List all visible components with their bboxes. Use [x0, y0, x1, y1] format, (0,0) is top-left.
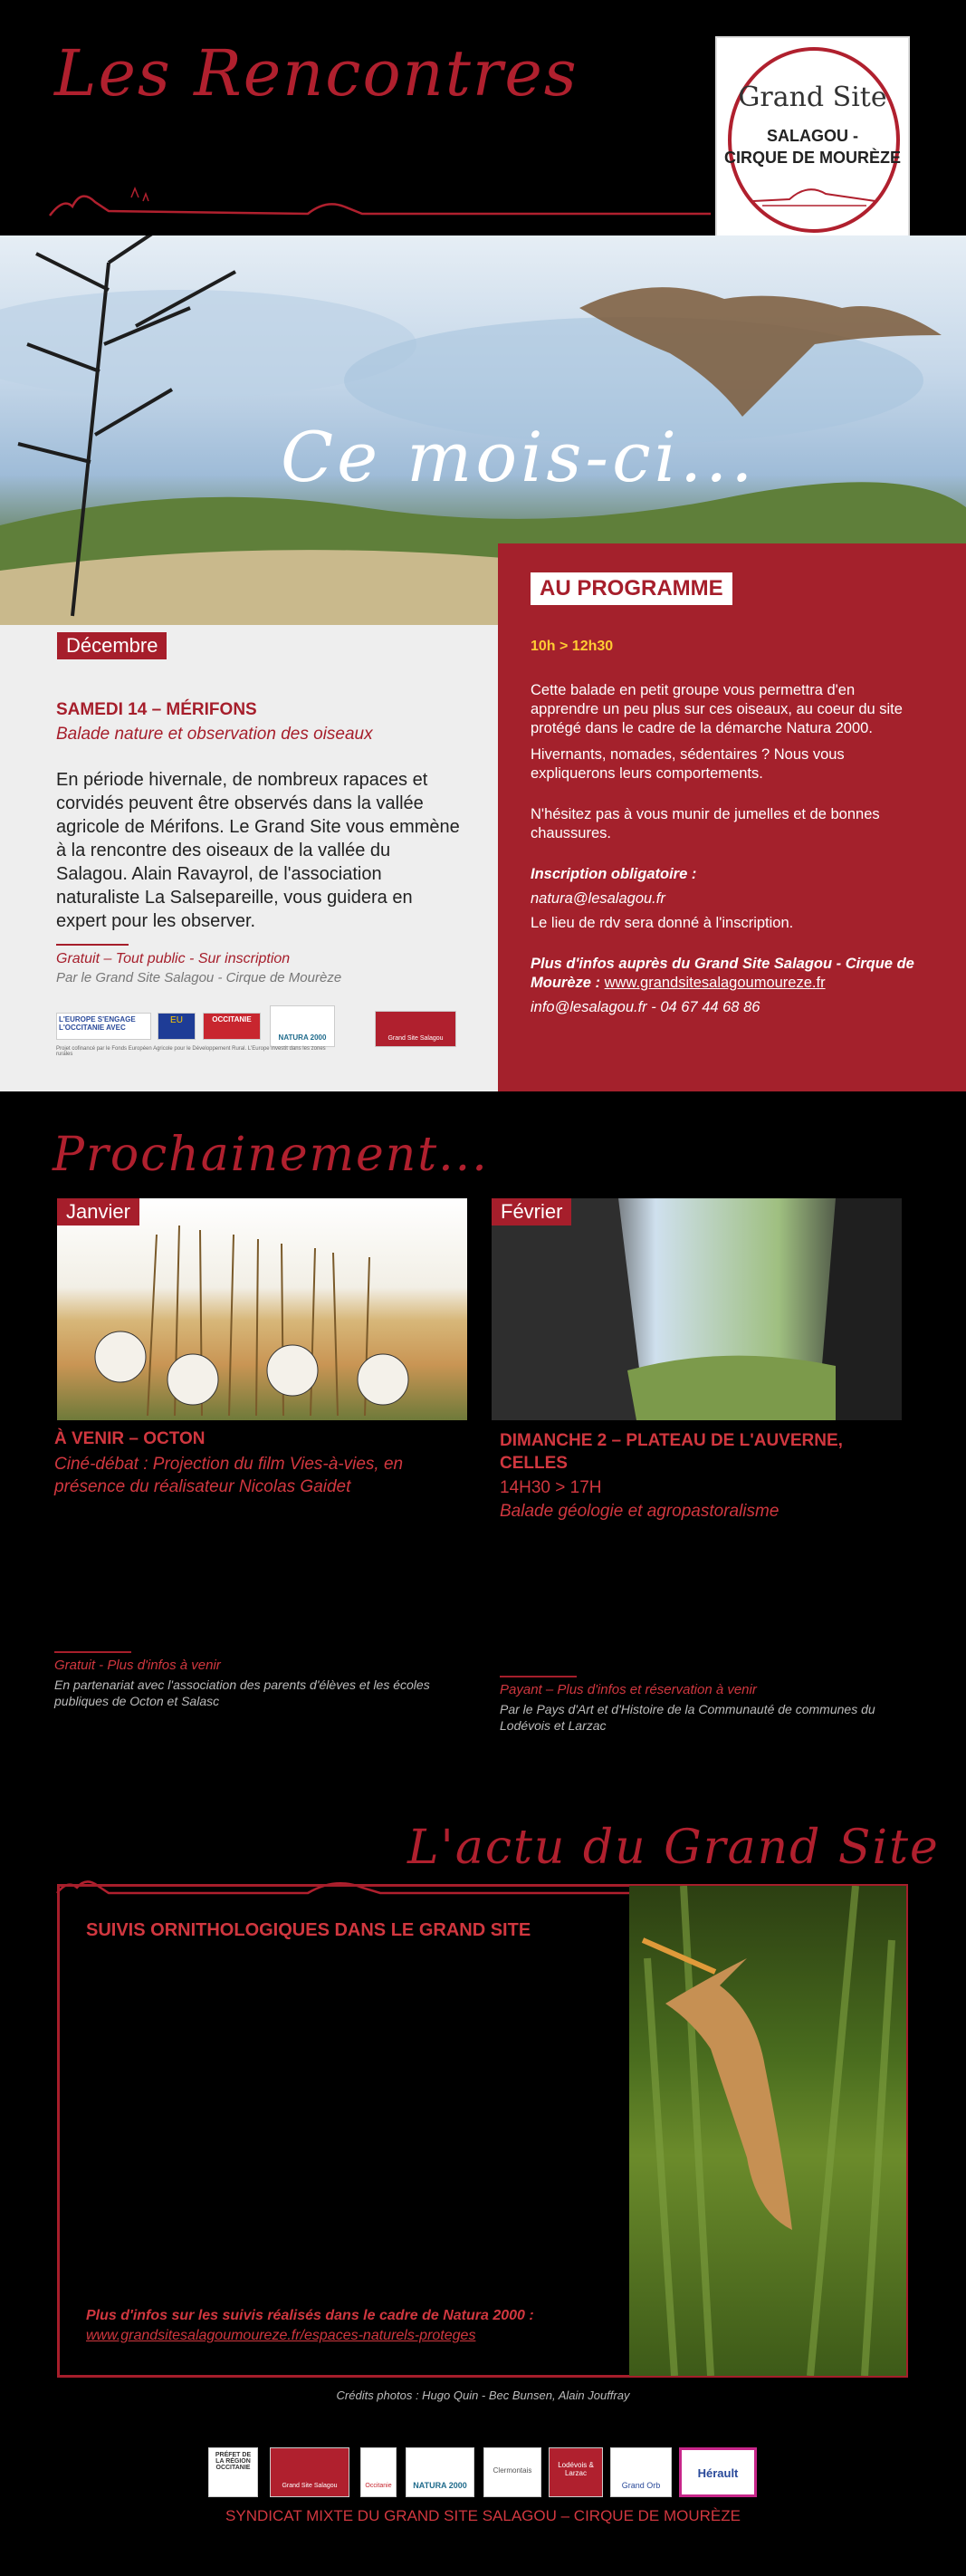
plateau-drawing	[492, 1198, 902, 1420]
programme-text	[531, 681, 920, 1024]
grand-site-footer-logo: Grand Site Salagou	[270, 2447, 349, 2497]
next-section-title: Prochainement...	[53, 1128, 489, 1182]
february-event-title: DIMANCHE 2 – PLATEAU DE L'AUVERNE, CELLES	[500, 1431, 843, 1473]
february-pricing: Payant – Plus d'infos et réservation à venir	[500, 1682, 757, 1697]
more-info-link[interactable]: www.grandsitesalagoumoureze.fr	[604, 975, 826, 991]
footer-text: SYNDICAT MIXTE DU GRAND SITE SALAGOU – CIRQUE DE MOURÈZE	[225, 2507, 741, 2524]
actu-title: L'actu du Grand Site	[407, 1821, 940, 1875]
grand-site-logo	[715, 36, 910, 245]
month-tag-january: Janvier	[57, 1198, 139, 1226]
divider	[54, 1651, 131, 1653]
header-title: Les Rencontres	[54, 36, 579, 111]
january-event-title: À VENIR – OCTON	[54, 1429, 206, 1448]
programme-paragraph-2: Hivernants, nomades, sédentaires ? Nous vous expliquerons leurs comportements.	[531, 746, 845, 782]
hero-text: Ce mois-ci...	[281, 417, 757, 497]
natura-2000-footer-logo: NATURA 2000	[406, 2447, 474, 2497]
december-event-subtitle: Balade nature et observation des oiseaux	[56, 725, 373, 744]
prefet-logo: PRÉFET DE LA RÉGION OCCITANIE	[208, 2447, 258, 2497]
contact-info[interactable]: info@lesalagou.fr - 04 67 44 68 86	[531, 999, 760, 1015]
natura-2000-logo: NATURA 2000	[270, 1005, 335, 1047]
europe-occitanie-logo: L'EUROPE S'ENGAGE L'OCCITANIE AVEC	[56, 1013, 151, 1040]
january-event-subtitle: Ciné-débat : Projection du film Vies-à-vies, en présence du réalisateur Nicolas Gaidet	[54, 1455, 404, 1496]
logo-text-moureze: CIRQUE DE MOURÈZE	[723, 149, 901, 167]
eu-flag-logo: EU	[158, 1013, 196, 1040]
occitanie-logo: OCCITANIE	[203, 1013, 261, 1040]
logo-text-salagou: SALAGOU -	[767, 127, 858, 145]
inscription-label: Inscription obligatoire :	[531, 866, 697, 882]
programme-label: AU PROGRAMME	[531, 572, 732, 605]
january-pricing: Gratuit - Plus d'infos à venir	[54, 1658, 221, 1673]
heron-illustration	[629, 1886, 906, 2376]
actu-more-link[interactable]: www.grandsitesalagoumoureze.fr/espaces-naturels-proteges	[86, 2328, 476, 2343]
actu-heading: SUIVIS ORNITHOLOGIQUES DANS LE GRAND SITE	[86, 1920, 531, 1940]
january-illustration	[57, 1198, 467, 1420]
inscription-email[interactable]: natura@lesalagou.fr	[531, 890, 665, 907]
divider	[56, 944, 129, 946]
grand-site-small-logo: Grand Site Salagou	[375, 1011, 456, 1047]
february-illustration	[492, 1198, 902, 1420]
december-organizer: Par le Grand Site Salagou - Cirque de Mourèze	[56, 970, 342, 985]
february-partner-note: Par le Pays d'Art et d'Histoire de la Communauté de communes du Lodévois et Larzac	[500, 1702, 875, 1733]
occitanie-footer-logo: Occitanie	[360, 2447, 397, 2497]
actu-more-label: Plus d'infos sur les suivis réalisés dans le cadre de Natura 2000 :	[86, 2308, 534, 2323]
footer-logos	[208, 2447, 760, 2502]
more-info-label: Plus d'infos auprès du Grand Site Salagou - Cirque de Mourèze :	[531, 956, 914, 991]
header-landscape-line	[45, 179, 715, 225]
december-event-title: SAMEDI 14 – MÉRIFONS	[56, 700, 257, 719]
grand-orb-logo: Grand Orb	[610, 2447, 672, 2497]
month-tag-february: Février	[492, 1198, 571, 1226]
programme-paragraph-3: N'hésitez pas à vous munir de jumelles et de bonnes chaussures.	[531, 806, 880, 841]
bittern-photo	[629, 1886, 906, 2376]
reeds-drawing	[57, 1198, 467, 1420]
logo-text-grand-site: Grand Site	[738, 82, 887, 113]
december-description: En période hivernale, de nombreux rapaces et corvidés peuvent être observés dans la vallée agricole de Mérifons. Le Grand Site vous emmène à la rencontre des oiseaux de la vallée du Salagou. Alain Ravayrol, de l'association naturaliste La Salsepareille, vous guidera en expert pour les observer.	[56, 770, 460, 931]
february-event-subtitle: Balade géologie et agropastoralisme	[500, 1502, 779, 1521]
logo-landscape-icon	[753, 174, 875, 210]
lodevois-larzac-logo: Lodévois & Larzac	[549, 2447, 603, 2497]
december-pricing: Gratuit – Tout public - Sur inscription	[56, 951, 291, 966]
clermontais-logo: Clermontais	[483, 2447, 541, 2497]
february-event-time: 14H30 > 17H	[500, 1478, 602, 1497]
divider	[500, 1676, 577, 1677]
herault-logo: Hérault	[679, 2447, 757, 2497]
month-tag-december: Décembre	[57, 632, 167, 659]
photo-credits: Crédits photos : Hugo Quin - Bec Bunsen, Alain Jouffray	[336, 2389, 630, 2402]
january-partner-note: En partenariat avec l'association des parents d'élèves et les écoles publiques de Octon et Salasc	[54, 1677, 430, 1708]
programme-paragraph-1: Cette balade en petit groupe vous permettra d'en apprendre un peu plus sur ces oiseaux, au coeur du site protégé dans le cadre de la démarche Natura 2000.	[531, 682, 903, 736]
programme-time: 10h > 12h30	[531, 639, 614, 654]
inscription-note: Le lieu de rdv sera donné à l'inscription.	[531, 915, 794, 931]
partner-note: Projet cofinancé par le Fonds Européen Agricole pour le Développement Rural. L'Europe investit dans les zones rurales	[56, 1046, 326, 1057]
